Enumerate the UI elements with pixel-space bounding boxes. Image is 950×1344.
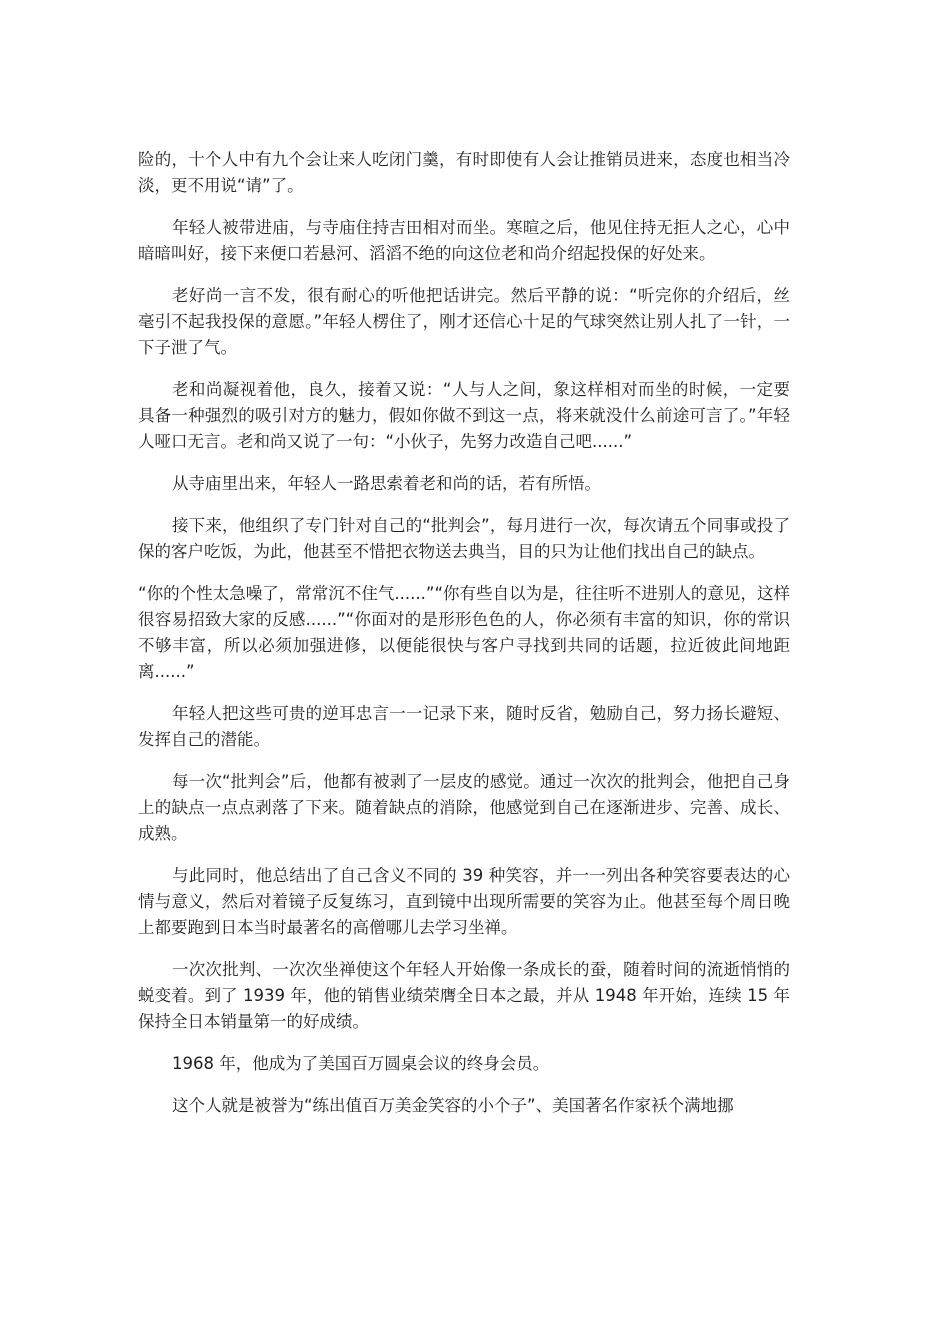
- paragraph-4: 老和尚凝视着他，良久，接着又说：“人与人之间，象这样相对而坐的时候，一定要具备一种强烈的吸引对方的魅力，假如你做不到这一点，将来就没什么前途可言了。”年轻人哑口无言。老和尚又说了一句：“小伙子，先努力改造自己吧......”: [138, 380, 790, 451]
- paragraph-7: “你的个性太急噪了，常常沉不住气......”“你有些自以为是，往往听不进别人的意见，这样很容易招致大家的反感......”“你面对的是形形色色的人，你必须有丰富的知识，你的常识不够丰富，所以必须加强进修，以便能很快与客户寻找到共同的话题，拉近彼此间地距离......”: [138, 584, 790, 681]
- paragraph-3: 老好尚一言不发，很有耐心的听他把话讲完。然后平静的说：“听完你的介绍后，丝毫引不起我投保的意愿。”年轻人楞住了，刚才还信心十足的气球突然让别人扎了一针，一下子泄了气。: [138, 286, 790, 357]
- paragraph-8: 年轻人把这些可贵的逆耳忠言一一记录下来，随时反省，勉励自己，努力扬长避短、发挥自己的潜能。: [138, 704, 790, 749]
- paragraph-10: 与此同时，他总结出了自己含义不同的 39 种笑容，并一一列出各种笑容要表达的心情与意义，然后对着镜子反复练习，直到镜中出现所需要的笑容为止。他甚至每个周日晚上都要跑到日本当时最著名的高僧哪儿去学习坐禅。: [138, 866, 790, 937]
- paragraph-1: 险的，十个人中有九个会让来人吃闭门羹，有时即使有人会让推销员进来，态度也相当冷淡，更不用说“请”了。: [138, 150, 790, 195]
- paragraph-6: 接下来，他组织了专门针对自己的“批判会”，每月进行一次，每次请五个同事或投了保的客户吃饭，为此，他甚至不惜把衣物送去典当，目的只为让他们找出自己的缺点。: [138, 516, 790, 561]
- document-page: [138, 147, 790, 1135]
- paragraph-5: 从寺庙里出来，年轻人一路思索着老和尚的话，若有所悟。: [172, 474, 601, 493]
- paragraph-9: 每一次“批判会”后，他都有被剥了一层皮的感觉。通过一次次的批判会，他把自己身上的缺点一点点剥落了下来。随着缺点的消除，他感觉到自己在逐渐进步、完善、成长、成熟。: [138, 772, 790, 843]
- paragraph-2: 年轻人被带进庙，与寺庙住持吉田相对而坐。寒暄之后，他见住持无拒人之心，心中暗暗叫好，接下来便口若悬河、滔滔不绝的向这位老和尚介绍起投保的好处来。: [138, 218, 790, 263]
- paragraph-13: 这个人就是被誉为“练出值百万美金笑容的小个子”、美国著名作家袄个满地挪: [172, 1096, 734, 1115]
- paragraph-12: 1968 年，他成为了美国百万圆桌会议的终身会员。: [172, 1054, 550, 1073]
- paragraph-11: 一次次批判、一次次坐禅使这个年轻人开始像一条成长的蚕，随着时间的流逝悄悄的蜕变着。到了 1939 年，他的销售业绩荣膺全日本之最，并从 1948 年开始，连续 15 年保持全日本销量第一的好成绩。: [138, 960, 790, 1031]
